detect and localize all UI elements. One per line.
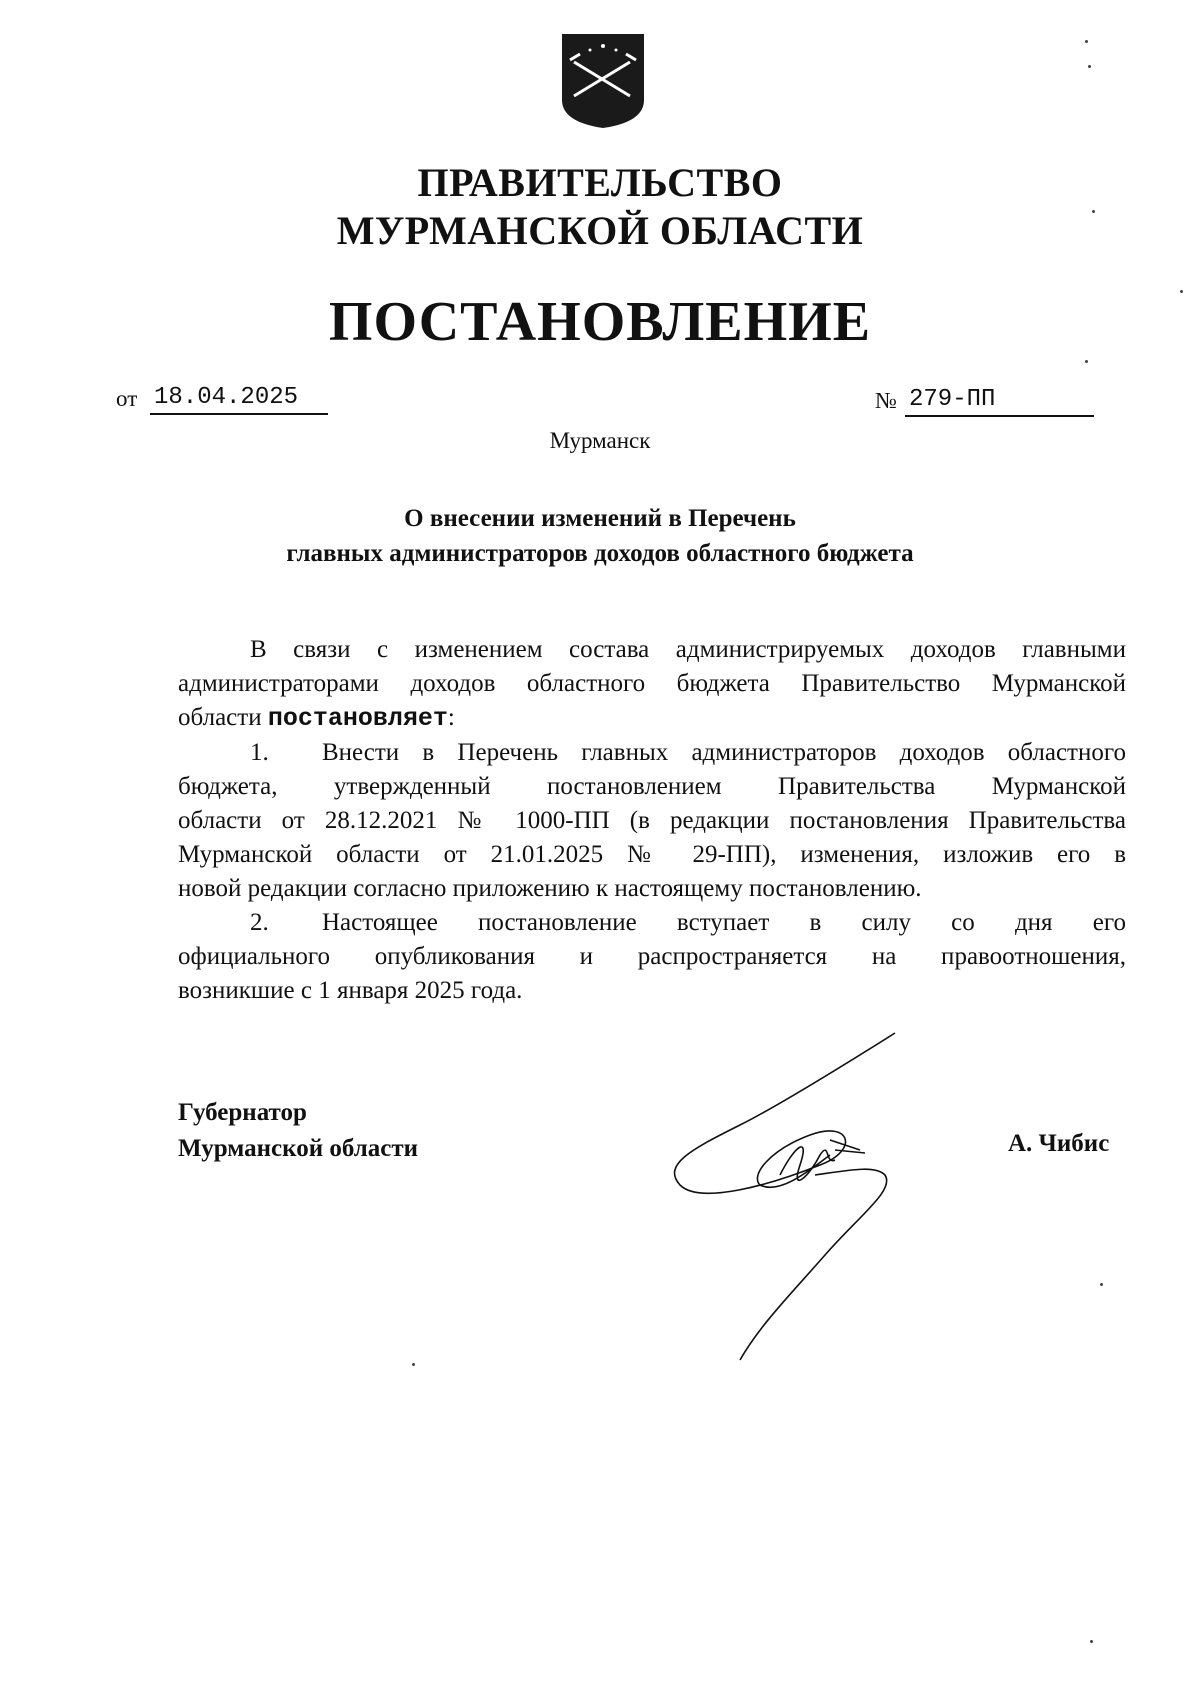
item2-number: 2. bbox=[250, 909, 269, 936]
scan-speck bbox=[1092, 210, 1095, 213]
signatory-title bbox=[178, 1095, 418, 1167]
org-name-line1: ПРАВИТЕЛЬСТВО bbox=[417, 160, 783, 205]
scan-speck bbox=[1085, 360, 1088, 363]
decree-keyword: постановляет bbox=[267, 704, 448, 733]
scan-speck bbox=[1100, 1283, 1103, 1286]
document-number: 279-ПП bbox=[905, 385, 1094, 417]
document-type: ПОСТАНОВЛЕНИЕ bbox=[328, 291, 872, 353]
number-prefix: № bbox=[875, 388, 897, 413]
document-date: 18.04.2025 bbox=[150, 383, 328, 415]
intro-line2: администраторами доходов областного бюджета Правительство Мурманской bbox=[178, 670, 1126, 697]
intro-line3 bbox=[178, 701, 1126, 736]
signatory-name: А. Чибис bbox=[1008, 1130, 1110, 1157]
intro-line3-post: : bbox=[447, 704, 455, 731]
item1-text1: Внести в Перечень главных администраторов доходов областного bbox=[322, 739, 1126, 766]
item1-line3: области от 28.12.2021 № 1000-ПП (в редакции постановления Правительства bbox=[178, 807, 1126, 834]
signatory-title-line1: Губернатор bbox=[178, 1099, 307, 1126]
item1-line4: Мурманской области от 21.01.2025 № 29-ПП), изменения, изложив его в bbox=[178, 841, 1126, 868]
item1-line5: новой редакции согласно приложению к настоящему постановлению. bbox=[178, 875, 922, 902]
scan-speck bbox=[1180, 290, 1183, 293]
item1-line1 bbox=[178, 736, 1126, 770]
item1-number: 1. bbox=[250, 739, 269, 766]
date-prefix: от bbox=[116, 386, 138, 411]
coat-of-arms-emblem bbox=[560, 32, 646, 130]
handwritten-signature bbox=[660, 1025, 920, 1365]
scan-speck bbox=[1088, 65, 1091, 68]
scan-speck bbox=[412, 1363, 415, 1366]
item2-line1 bbox=[178, 906, 1126, 940]
org-name-line2: МУРМАНСКОЙ ОБЛАСТИ bbox=[336, 208, 864, 253]
scan-speck bbox=[1085, 40, 1088, 43]
item2-text1: Настоящее постановление вступает в силу со дня его bbox=[322, 909, 1126, 936]
subject-line2: главных администраторов доходов областного бюджета bbox=[286, 540, 914, 567]
item2-line3: возникшие с 1 января 2025 года. bbox=[178, 977, 523, 1004]
scan-speck bbox=[1090, 1640, 1093, 1643]
item1-line2: бюджета, утвержденный постановлением Правительства Мурманской bbox=[178, 773, 1126, 800]
subject-line1: О внесении изменений в Перечень bbox=[404, 505, 796, 532]
intro-line1: В связи с изменением состава администрируемых доходов главными bbox=[250, 636, 1126, 663]
intro-line3-pre: области bbox=[178, 704, 268, 731]
city: Мурманск bbox=[549, 428, 651, 453]
item2-line2: официального опубликования и распространяется на правоотношения, bbox=[178, 943, 1126, 970]
body-text bbox=[178, 633, 1126, 1008]
signatory-title-line2: Мурманской области bbox=[178, 1135, 419, 1162]
